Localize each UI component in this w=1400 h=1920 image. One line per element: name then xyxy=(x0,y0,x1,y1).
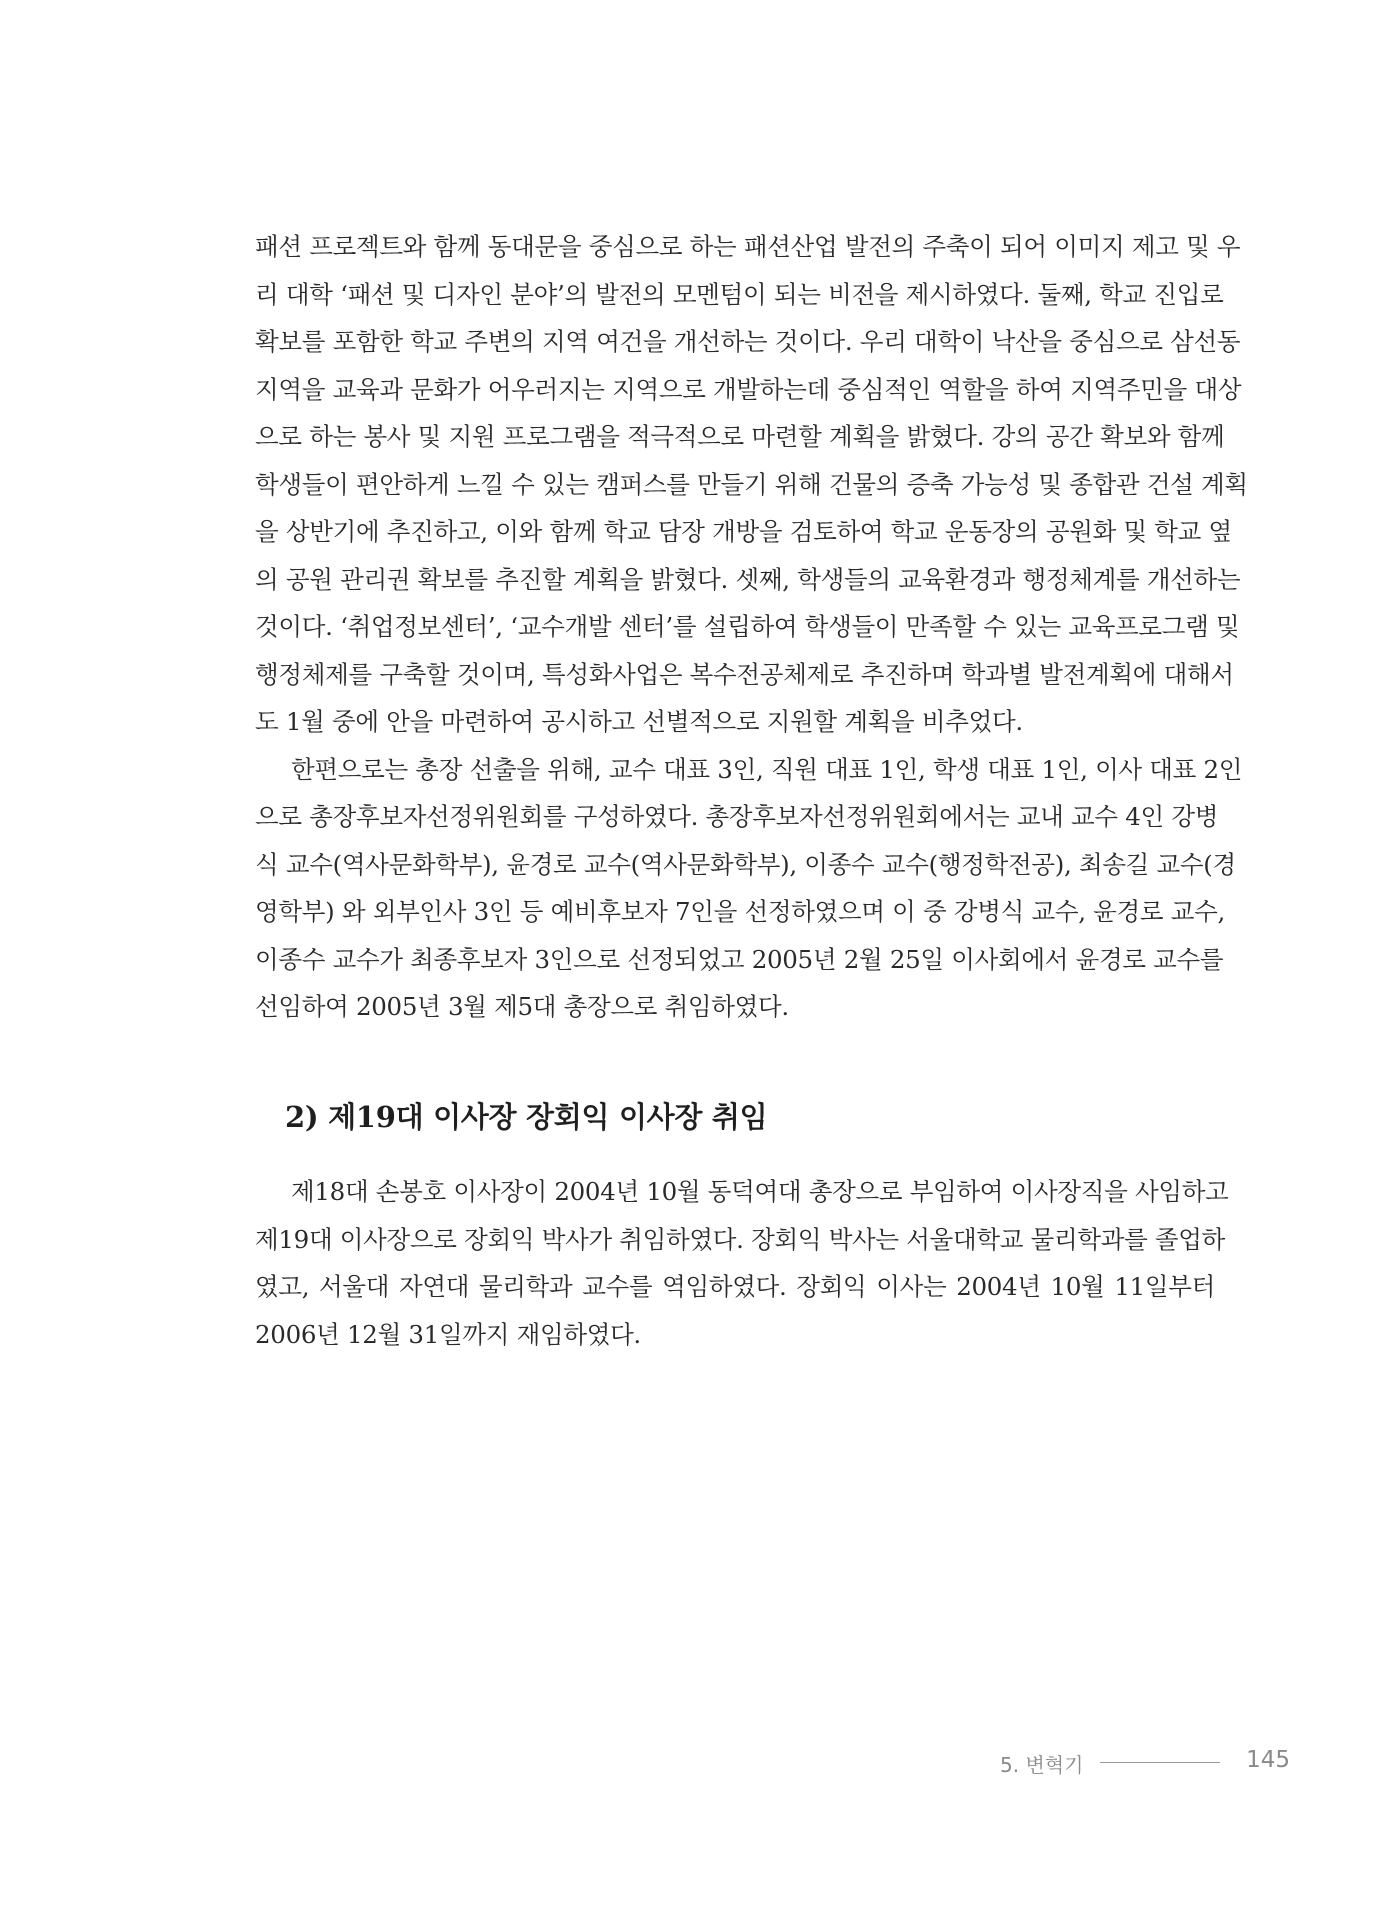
text-line: 을 상반기에 추진하고, 이와 함께 학교 담장 개방을 검토하여 학교 운동장의 공원화 및 학교 옆 xyxy=(255,517,1232,546)
body-text-block xyxy=(255,223,1248,1031)
text-line: 이종수 교수가 최종후보자 3인으로 선정되었고 2005년 2월 25일 이사회에서 윤경로 교수를 xyxy=(255,944,1224,974)
footer-divider xyxy=(1100,1762,1220,1763)
text-line: 행정체제를 구축할 것이며, 특성화사업은 복수전공체제로 추진하며 학과별 발전계획에 대해서 xyxy=(255,659,1234,689)
text-line: 리 대학 ‘패션 및 디자인 분야’의 발전의 모멘텀이 되는 비전을 제시하였다. 둘째, 학교 진입로 xyxy=(255,279,1224,309)
text-line: 으로 하는 봉사 및 지원 프로그램을 적극적으로 마련할 계획을 밝혔다. 강의 공간 확보와 함께 xyxy=(255,422,1225,451)
text-line: 였고, 서울대 자연대 물리학과 교수를 역임하였다. 장회익 이사는 2004년 10월 11일부터 xyxy=(255,1272,1215,1301)
text-line: 으로 총장후보자선정위원회를 구성하였다. 총장후보자선정위원회에서는 교내 교수 4인 강병 xyxy=(255,802,1219,831)
text-line: 확보를 포함한 학교 주변의 지역 여건을 개선하는 것이다. 우리 대학이 낙산을 중심으로 삼선동 xyxy=(255,327,1241,356)
text-line: 선임하여 2005년 3월 제5대 총장으로 취임하였다. xyxy=(255,992,789,1021)
text-line: 의 공원 관리권 확보를 추진할 계획을 밝혔다. 셋째, 학생들의 교육환경과 행정체계를 개선하는 xyxy=(255,564,1241,594)
text-line: 영학부) 와 외부인사 3인 등 예비후보자 7인을 선정하였으며 이 중 강병식 교수, 윤경로 교수, xyxy=(255,897,1225,926)
text-line: 2006년 12월 31일까지 재임하였다. xyxy=(255,1319,641,1349)
page-footer xyxy=(1000,1747,1290,1777)
page-number: 145 xyxy=(1246,1747,1290,1773)
section-text-block xyxy=(255,1168,1229,1358)
footer-chapter-title: 5. 변혁기 xyxy=(1000,1753,1084,1777)
text-line: 제19대 이사장으로 장회익 박사가 취임하였다. 장회익 박사는 서울대학교 물리학과를 졸업하 xyxy=(255,1224,1226,1254)
text-line: 학생들이 편안하게 느낄 수 있는 캠퍼스를 만들기 위해 건물의 증축 가능성 및 종합관 건설 계획 xyxy=(255,469,1248,499)
section-heading: 2) 제19대 이사장 장회익 이사장 취임 xyxy=(285,1100,768,1134)
text-line: 패션 프로젝트와 함께 동대문을 중심으로 하는 패션산업 발전의 주축이 되어 이미지 제고 및 우 xyxy=(255,232,1241,261)
text-line: 도 1월 중에 안을 마련하여 공시하고 선별적으로 지원할 계획을 비추었다. xyxy=(255,707,1023,736)
text-line: 식 교수(역사문화학부), 윤경로 교수(역사문화학부), 이종수 교수(행정학전공), 최송길 교수(경 xyxy=(255,849,1236,879)
text-line: 제18대 손봉호 이사장이 2004년 10월 동덕여대 총장으로 부임하여 이사장직을 사임하고 xyxy=(291,1177,1229,1206)
text-line: 지역을 교육과 문화가 어우러지는 지역으로 개발하는데 중심적인 역할을 하여 지역주민을 대상 xyxy=(255,374,1242,404)
text-line: 한편으로는 총장 선출을 위해, 교수 대표 3인, 직원 대표 1인, 학생 대표 1인, 이사 대표 2인 xyxy=(291,754,1243,784)
text-line: 것이다. ‘취업정보센터’, ‘교수개발 센터’를 설립하여 학생들이 만족할 수 있는 교육프로그램 및 xyxy=(255,612,1240,641)
